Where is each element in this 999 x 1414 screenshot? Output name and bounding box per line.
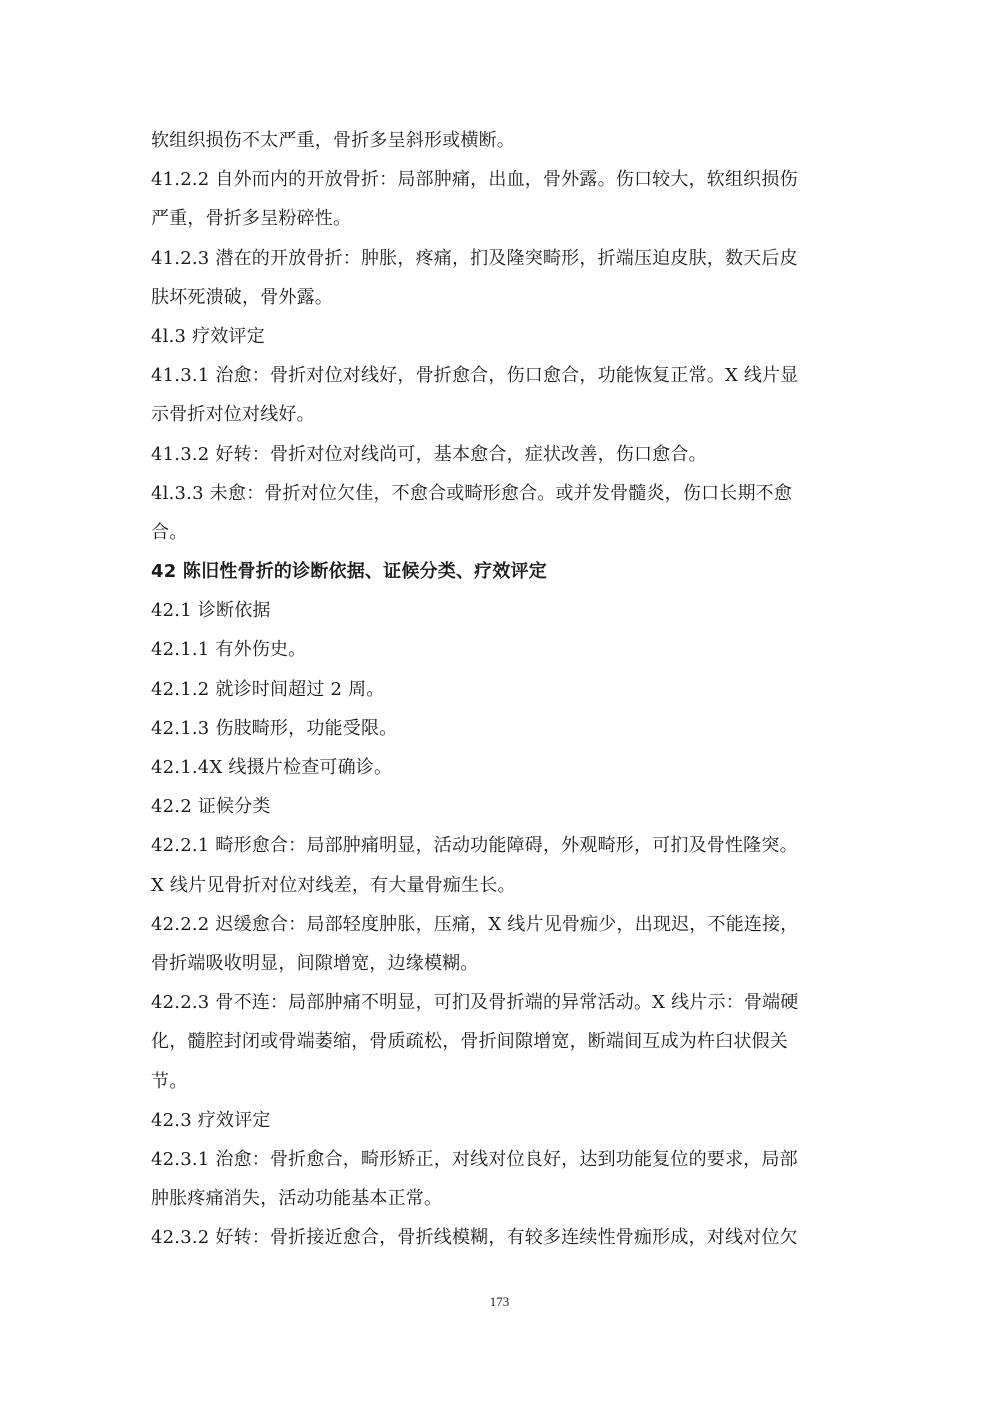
text-line: 4l.3.3 未愈：骨折对位欠佳，不愈合或畸形愈合。或并发骨髓炎，伤口长期不愈 <box>151 482 793 504</box>
text-line: 骨折端吸收明显，间隙增宽，边缘模糊。 <box>151 952 479 974</box>
text-line: 41.2.3 潜在的开放骨折：肿胀，疼痛，扪及隆突畸形，折端压迫皮肤，数天后皮 <box>151 247 798 269</box>
text-line: 42.1.1 有外伤史。 <box>151 639 307 661</box>
document-body <box>151 121 851 1257</box>
text-line: X 线片见骨折对位对线差，有大量骨痂生长。 <box>151 874 516 896</box>
text-line: 42.1.2 就诊时间超过 2 周。 <box>151 678 385 700</box>
text-line: 42.1 诊断依据 <box>151 600 271 622</box>
text-line: 42.1.3 伤肢畸形，功能受限。 <box>151 717 398 739</box>
text-line: 42.2.1 畸形愈合：局部肿痛明显，活动功能障碍，外观畸形，可扪及骨性隆突。 <box>151 835 798 857</box>
text-line: 42.2 证候分类 <box>151 796 271 818</box>
text-line: 肿胀疼痛消失，活动功能基本正常。 <box>151 1188 443 1210</box>
text-line: 42.2.3 骨不连：局部肿痛不明显，可扪及骨折端的异常活动。X 线片示：骨端硬 <box>151 992 799 1014</box>
text-line: 41.3.2 好转：骨折对位对线尚可，基本愈合，症状改善，伤口愈合。 <box>151 443 707 465</box>
section-heading: 42 陈旧性骨折的诊断依据、证候分类、疗效评定 <box>151 561 547 583</box>
text-line: 41.3.1 治愈：骨折对位对线好，骨折愈合，伤口愈合，功能恢复正常。X 线片显 <box>151 365 799 387</box>
text-line: 示骨折对位对线好。 <box>151 404 315 426</box>
text-line: 42.2.2 迟缓愈合：局部轻度肿胀，压痛，X 线片见骨痂少，出现迟，不能连接， <box>151 913 799 935</box>
text-line: 合。 <box>151 521 188 543</box>
text-line: 软组织损伤不太严重，骨折多呈斜形或横断。 <box>151 130 515 151</box>
text-line: 41.2.2 自外而内的开放骨折：局部肿痛，出血，骨外露。伤口较大，软组织损伤 <box>151 169 798 191</box>
text-line: 肤坏死溃破，骨外露。 <box>151 286 333 308</box>
text-line: 节。 <box>151 1070 188 1092</box>
text-line: 4l.3 疗效评定 <box>151 325 265 347</box>
text-line: 42.3.2 好转：骨折接近愈合，骨折线模糊，有较多连续性骨痂形成，对线对位欠 <box>151 1227 798 1249</box>
page-number: 173 <box>489 1294 510 1309</box>
text-line: 42.3.1 治愈：骨折愈合，畸形矫正，对线对位良好，达到功能复位的要求，局部 <box>151 1148 798 1170</box>
text-line: 42.3 疗效评定 <box>151 1109 271 1131</box>
text-line: 化，髓腔封闭或骨端萎缩，骨质疏松，骨折间隙增宽，断端间互成为杵臼状假关 <box>151 1031 788 1053</box>
text-line: 42.1.4X 线摄片检查可确诊。 <box>151 757 393 778</box>
text-line: 严重，骨折多呈粉碎性。 <box>151 208 352 230</box>
